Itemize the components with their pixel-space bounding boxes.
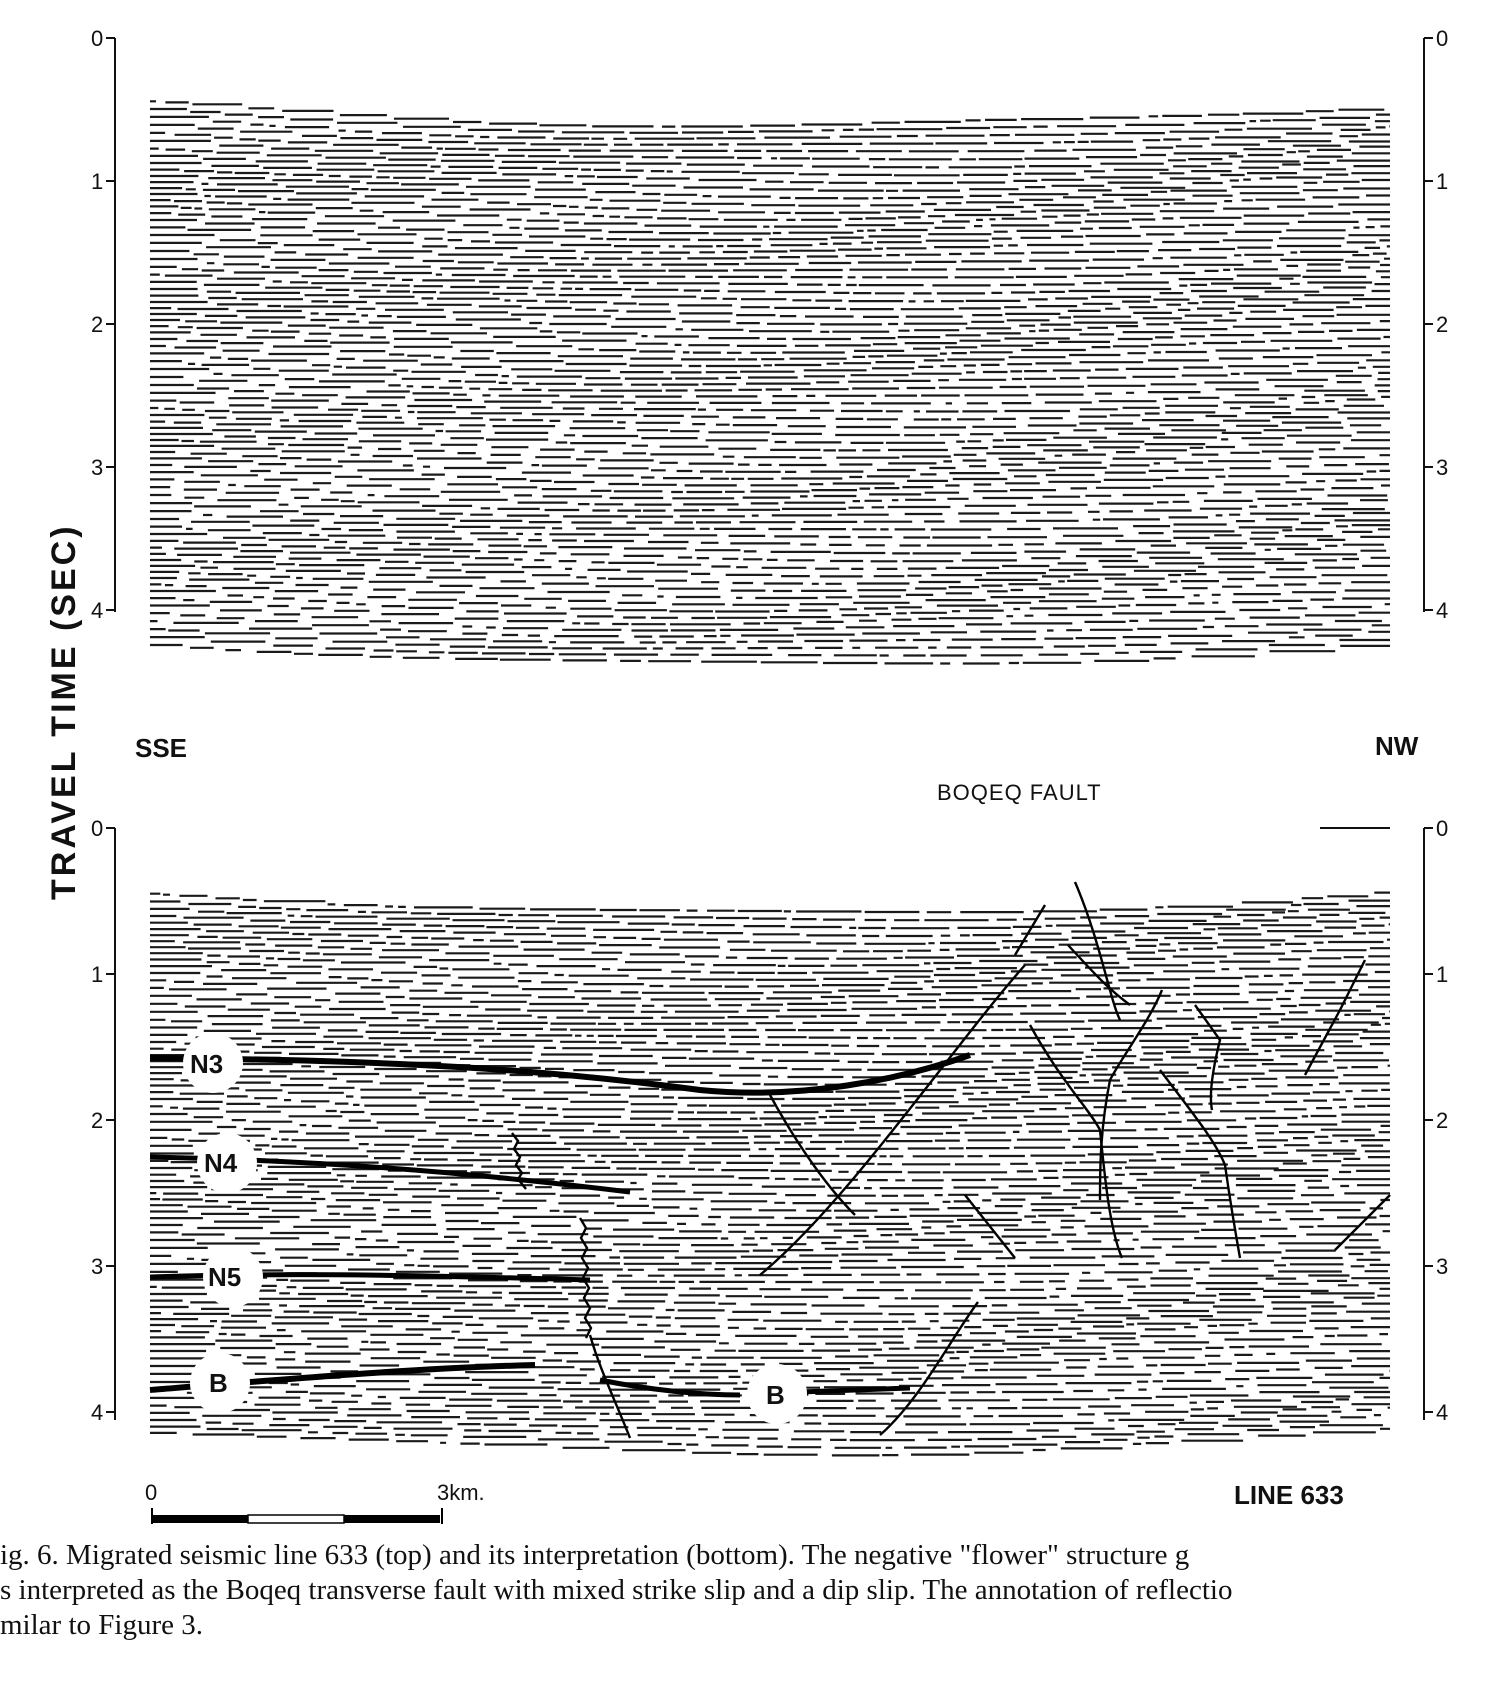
axis-tick-label: 2 (91, 312, 104, 337)
axis-tick-label: 0 (91, 816, 104, 841)
svg-text:N3: N3 (190, 1049, 224, 1079)
top-reflector-texture (150, 101, 1390, 663)
top-seismic-panel (91, 26, 1448, 664)
axis-tick-label: 3 (1436, 1254, 1449, 1279)
svg-text:N5: N5 (208, 1262, 242, 1292)
bottom-interpretation-panel (91, 816, 1448, 1455)
axis-tick-label: 0 (91, 26, 104, 51)
top-left-ticks (91, 26, 115, 623)
axis-tick-label: 4 (91, 1400, 104, 1425)
axis-tick-label: 2 (1436, 1108, 1449, 1133)
axis-tick-label: 1 (1436, 962, 1449, 987)
svg-text:N4: N4 (204, 1148, 238, 1178)
caption-line: milar to Figure 3. (0, 1609, 203, 1641)
axis-tick-label: 3 (91, 1254, 104, 1279)
axis-tick-label: 1 (91, 169, 104, 194)
scale-end-label: 3km. (437, 1480, 485, 1505)
axis-tick-label: 4 (91, 598, 104, 623)
top-right-ticks (1424, 26, 1448, 623)
line-label: LINE 633 (1234, 1480, 1344, 1510)
bottom-right-ticks (1424, 816, 1448, 1425)
horizon-label-b-right (747, 1364, 807, 1424)
svg-text:B: B (209, 1368, 228, 1398)
svg-text:B: B (766, 1380, 785, 1410)
bottom-left-ticks (91, 816, 115, 1425)
horizon-label-n5 (203, 1247, 263, 1307)
caption-line: s interpreted as the Boqeq transverse fault with mixed strike slip and a dip slip. The annotation of reflectio (0, 1574, 1233, 1606)
fault-line (965, 1195, 1015, 1258)
fault-label: BOQEQ FAULT (937, 780, 1102, 805)
axis-tick-label: 4 (1436, 1400, 1449, 1425)
axis-tick-label: 3 (1436, 455, 1449, 480)
scale-start-label: 0 (145, 1480, 158, 1505)
axis-tick-label: 0 (1436, 816, 1449, 841)
direction-left: SSE (135, 733, 188, 763)
axis-tick-label: 2 (91, 1108, 104, 1133)
y-axis-label: TRAVEL TIME (SEC) (45, 523, 83, 900)
fault-line (1305, 960, 1365, 1075)
horizon-label-b-left (190, 1353, 250, 1413)
horizon-label-n4 (197, 1133, 257, 1193)
axis-tick-label: 1 (91, 962, 104, 987)
axis-tick-label: 4 (1436, 598, 1449, 623)
direction-right: NW (1375, 731, 1419, 761)
axis-tick-label: 1 (1436, 169, 1449, 194)
reflector-strokes (150, 101, 1390, 663)
horizon-label-n3 (183, 1033, 243, 1093)
axis-tick-label: 2 (1436, 312, 1449, 337)
scale-bar (145, 1480, 485, 1524)
fault-line (1075, 882, 1120, 1020)
figure-caption (0, 1538, 1511, 1685)
axis-tick-label: 3 (91, 455, 104, 480)
axis-tick-label: 0 (1436, 26, 1449, 51)
caption-line: ig. 6. Migrated seismic line 633 (top) and its interpretation (bottom). The negative "flower" structure g (0, 1539, 1190, 1571)
